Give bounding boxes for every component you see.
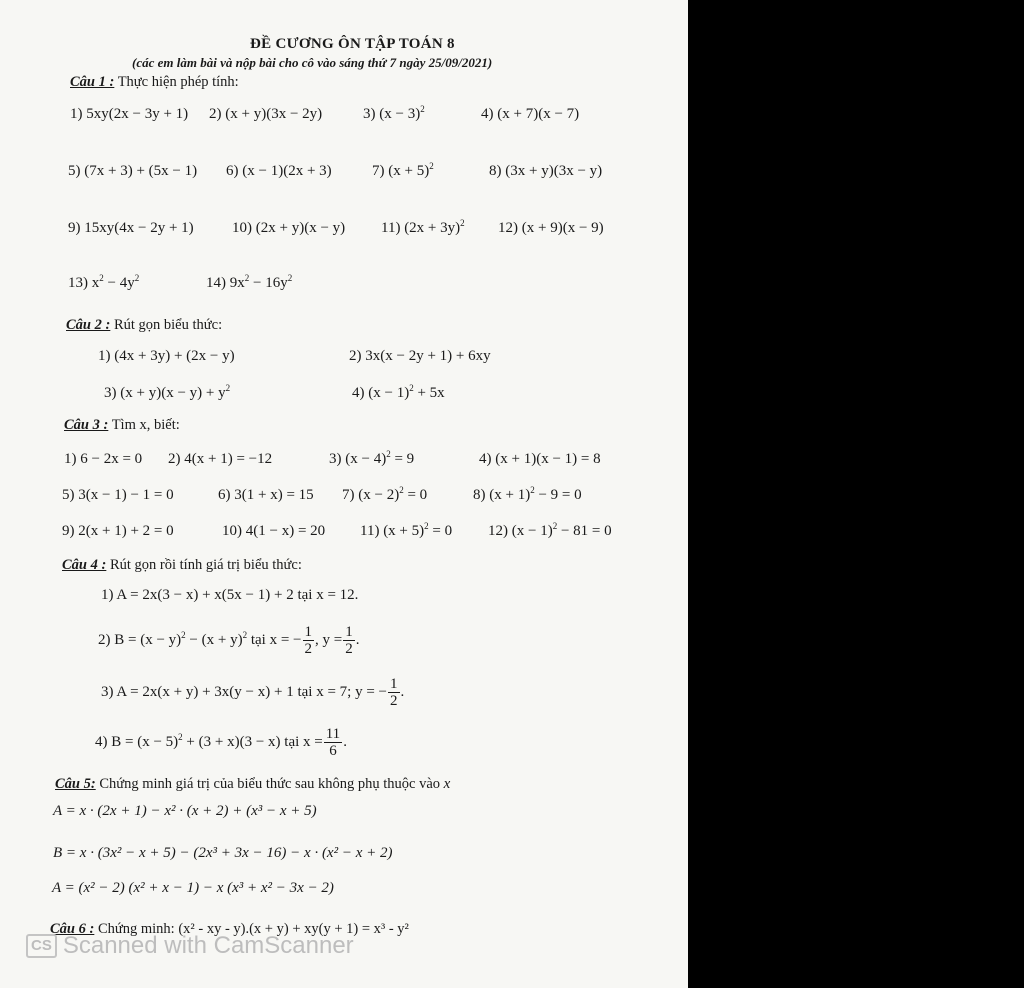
fraction-one-half: $\frac{1}{2}$: [345, 624, 353, 657]
q1-item-3: 3) $(x - 3)^2$: [363, 104, 425, 122]
page-title: ĐỀ CƯƠNG ÔN TẬP TOÁN 8: [250, 36, 455, 52]
question-2-heading: [66, 317, 222, 334]
question-1-label: Câu 1 :: [70, 74, 115, 90]
question-4-text: Rút gọn rồi tính giá trị biểu thức:: [109, 557, 302, 573]
question-5-text: Chứng minh giá trị của biểu thức sau không phụ thuộc vào: [99, 776, 444, 792]
q1-item-1: 1) 5xy(2x − 3y + 1): [70, 106, 189, 122]
q2-item-4: 4) $(x - 1)^2 + 5x$: [352, 383, 445, 401]
question-5-heading: [55, 776, 450, 793]
q3-item-12: 12) $(x - 1)^2 - 81 = 0$: [488, 521, 612, 539]
q4-item-2: 2) $B = (x - y)^2 - (x + y)^2$ tại x = − $\frac{1}{2}$ , y = $\frac{1}{2}$ .: [98, 624, 360, 657]
q4-item-4: 4) $B = (x - 5)^2 + (3 + x)(3 - x)$ tại x = $\frac{11}{6}$ .: [95, 726, 347, 759]
q3-item-8: 8) $(x + 1)^2 - 9 = 0$: [473, 485, 582, 503]
q1-item-6: 6) (x − 1)(2x + 3): [226, 163, 332, 179]
q5-expression-b: B = x · (3x² − x + 5) − (2x³ + 3x − 16) − x · (x² − x + 2): [53, 845, 393, 861]
camscanner-logo-icon: CS: [26, 934, 57, 958]
question-6-text: Chứng minh: (x² - xy - y).(x + y) + xy(y + 1) = x³ - y²: [97, 921, 409, 937]
question-4-label: Câu 4 :: [62, 557, 107, 573]
q3-item-7: 7) $(x - 2)^2 = 0$: [342, 485, 428, 503]
q1-item-11: 11) $(2x + 3y)^2$: [381, 218, 465, 236]
q1-item-8: 8) (3x + y)(3x − y): [489, 163, 603, 179]
camscanner-watermark: [26, 932, 354, 960]
question-3-text: Tìm x, biết:: [111, 417, 180, 433]
question-3-heading: [64, 417, 180, 434]
question-2-text: Rút gọn biểu thức:: [113, 317, 223, 333]
q1-item-4: 4) (x + 7)(x − 7): [481, 106, 580, 122]
q5-expression-a2: A = (x² − 2) (x² + x − 1) − x (x³ + x² − 3x − 2): [52, 880, 334, 896]
q4-item-3: 3) A = 2x(x + y) + 3x(y − x) + 1 tại x = 7; y = − $\frac{1}{2}$ .: [101, 676, 405, 709]
q2-item-1: 1) (4x + 3y) + (2x − y): [98, 348, 235, 364]
question-5-variable: x: [443, 776, 451, 792]
page-subtitle: (các em làm bài và nộp bài cho cô vào sáng thứ 7 ngày 25/09/2021): [132, 55, 493, 70]
q3-item-3: 3) $(x - 4)^2 = 9$: [329, 449, 415, 467]
q1-item-12: 12) (x + 9)(x − 9): [498, 220, 604, 236]
question-4-heading: [62, 557, 302, 574]
q2-item-2: 2) 3x(x − 2y + 1) + 6xy: [349, 348, 491, 364]
q3-item-5: 5) 3(x − 1) − 1 = 0: [62, 487, 174, 503]
question-2-label: Câu 2 :: [66, 317, 111, 333]
q3-item-11: 11) $(x + 5)^2 = 0$: [360, 521, 453, 539]
q3-item-9: 9) 2(x + 1) + 2 = 0: [62, 523, 174, 539]
q1-item-14: 14) $9x^2 - 16y^2$: [206, 273, 293, 291]
q4-item-1: 1) A = 2x(3 − x) + x(5x − 1) + 2 tại x = 12.: [101, 587, 359, 603]
q3-item-1: 1) 6 − 2x = 0: [64, 451, 143, 467]
q5-expression-a1: A = x · (2x + 1) − x² · (x + 2) + (x³ − x + 5): [53, 803, 317, 819]
q1-item-5: 5) (7x + 3) + (5x − 1): [68, 163, 198, 179]
q3-item-2: 2) 4(x + 1) = −12: [168, 451, 273, 467]
q1-item-7: 7) $(x + 5)^2$: [372, 161, 434, 179]
q1-item-13: 13) $x^2 - 4y^2$: [68, 273, 140, 291]
q2-item-3: 3) $(x + y)(x - y) + y^2$: [104, 383, 231, 401]
question-1-text: Thực hiện phép tính:: [117, 74, 239, 90]
watermark-text: Scanned with CamScanner: [62, 932, 354, 959]
question-6-label: Câu 6 :: [50, 921, 95, 937]
black-margin: [688, 0, 1024, 988]
fraction-eleven-sixths: $\frac{11}{6}$: [325, 726, 341, 759]
fraction-one-half: $\frac{1}{2}$: [304, 624, 313, 657]
q1-item-10: 10) (2x + y)(x − y): [232, 220, 346, 236]
q3-item-4: 4) (x + 1)(x − 1) = 8: [479, 451, 601, 467]
question-5-label: Câu 5:: [55, 776, 96, 792]
question-3-label: Câu 3 :: [64, 417, 109, 433]
question-1-heading: [70, 74, 239, 91]
q1-item-2: 2) (x + y)(3x − 2y): [209, 106, 323, 122]
q3-item-6: 6) 3(1 + x) = 15: [218, 487, 314, 503]
fraction-one-half: $\frac{1}{2}$: [390, 676, 398, 709]
q3-item-10: 10) 4(1 − x) = 20: [222, 523, 326, 539]
q1-item-9: 9) 15xy(4x − 2y + 1): [68, 220, 194, 236]
